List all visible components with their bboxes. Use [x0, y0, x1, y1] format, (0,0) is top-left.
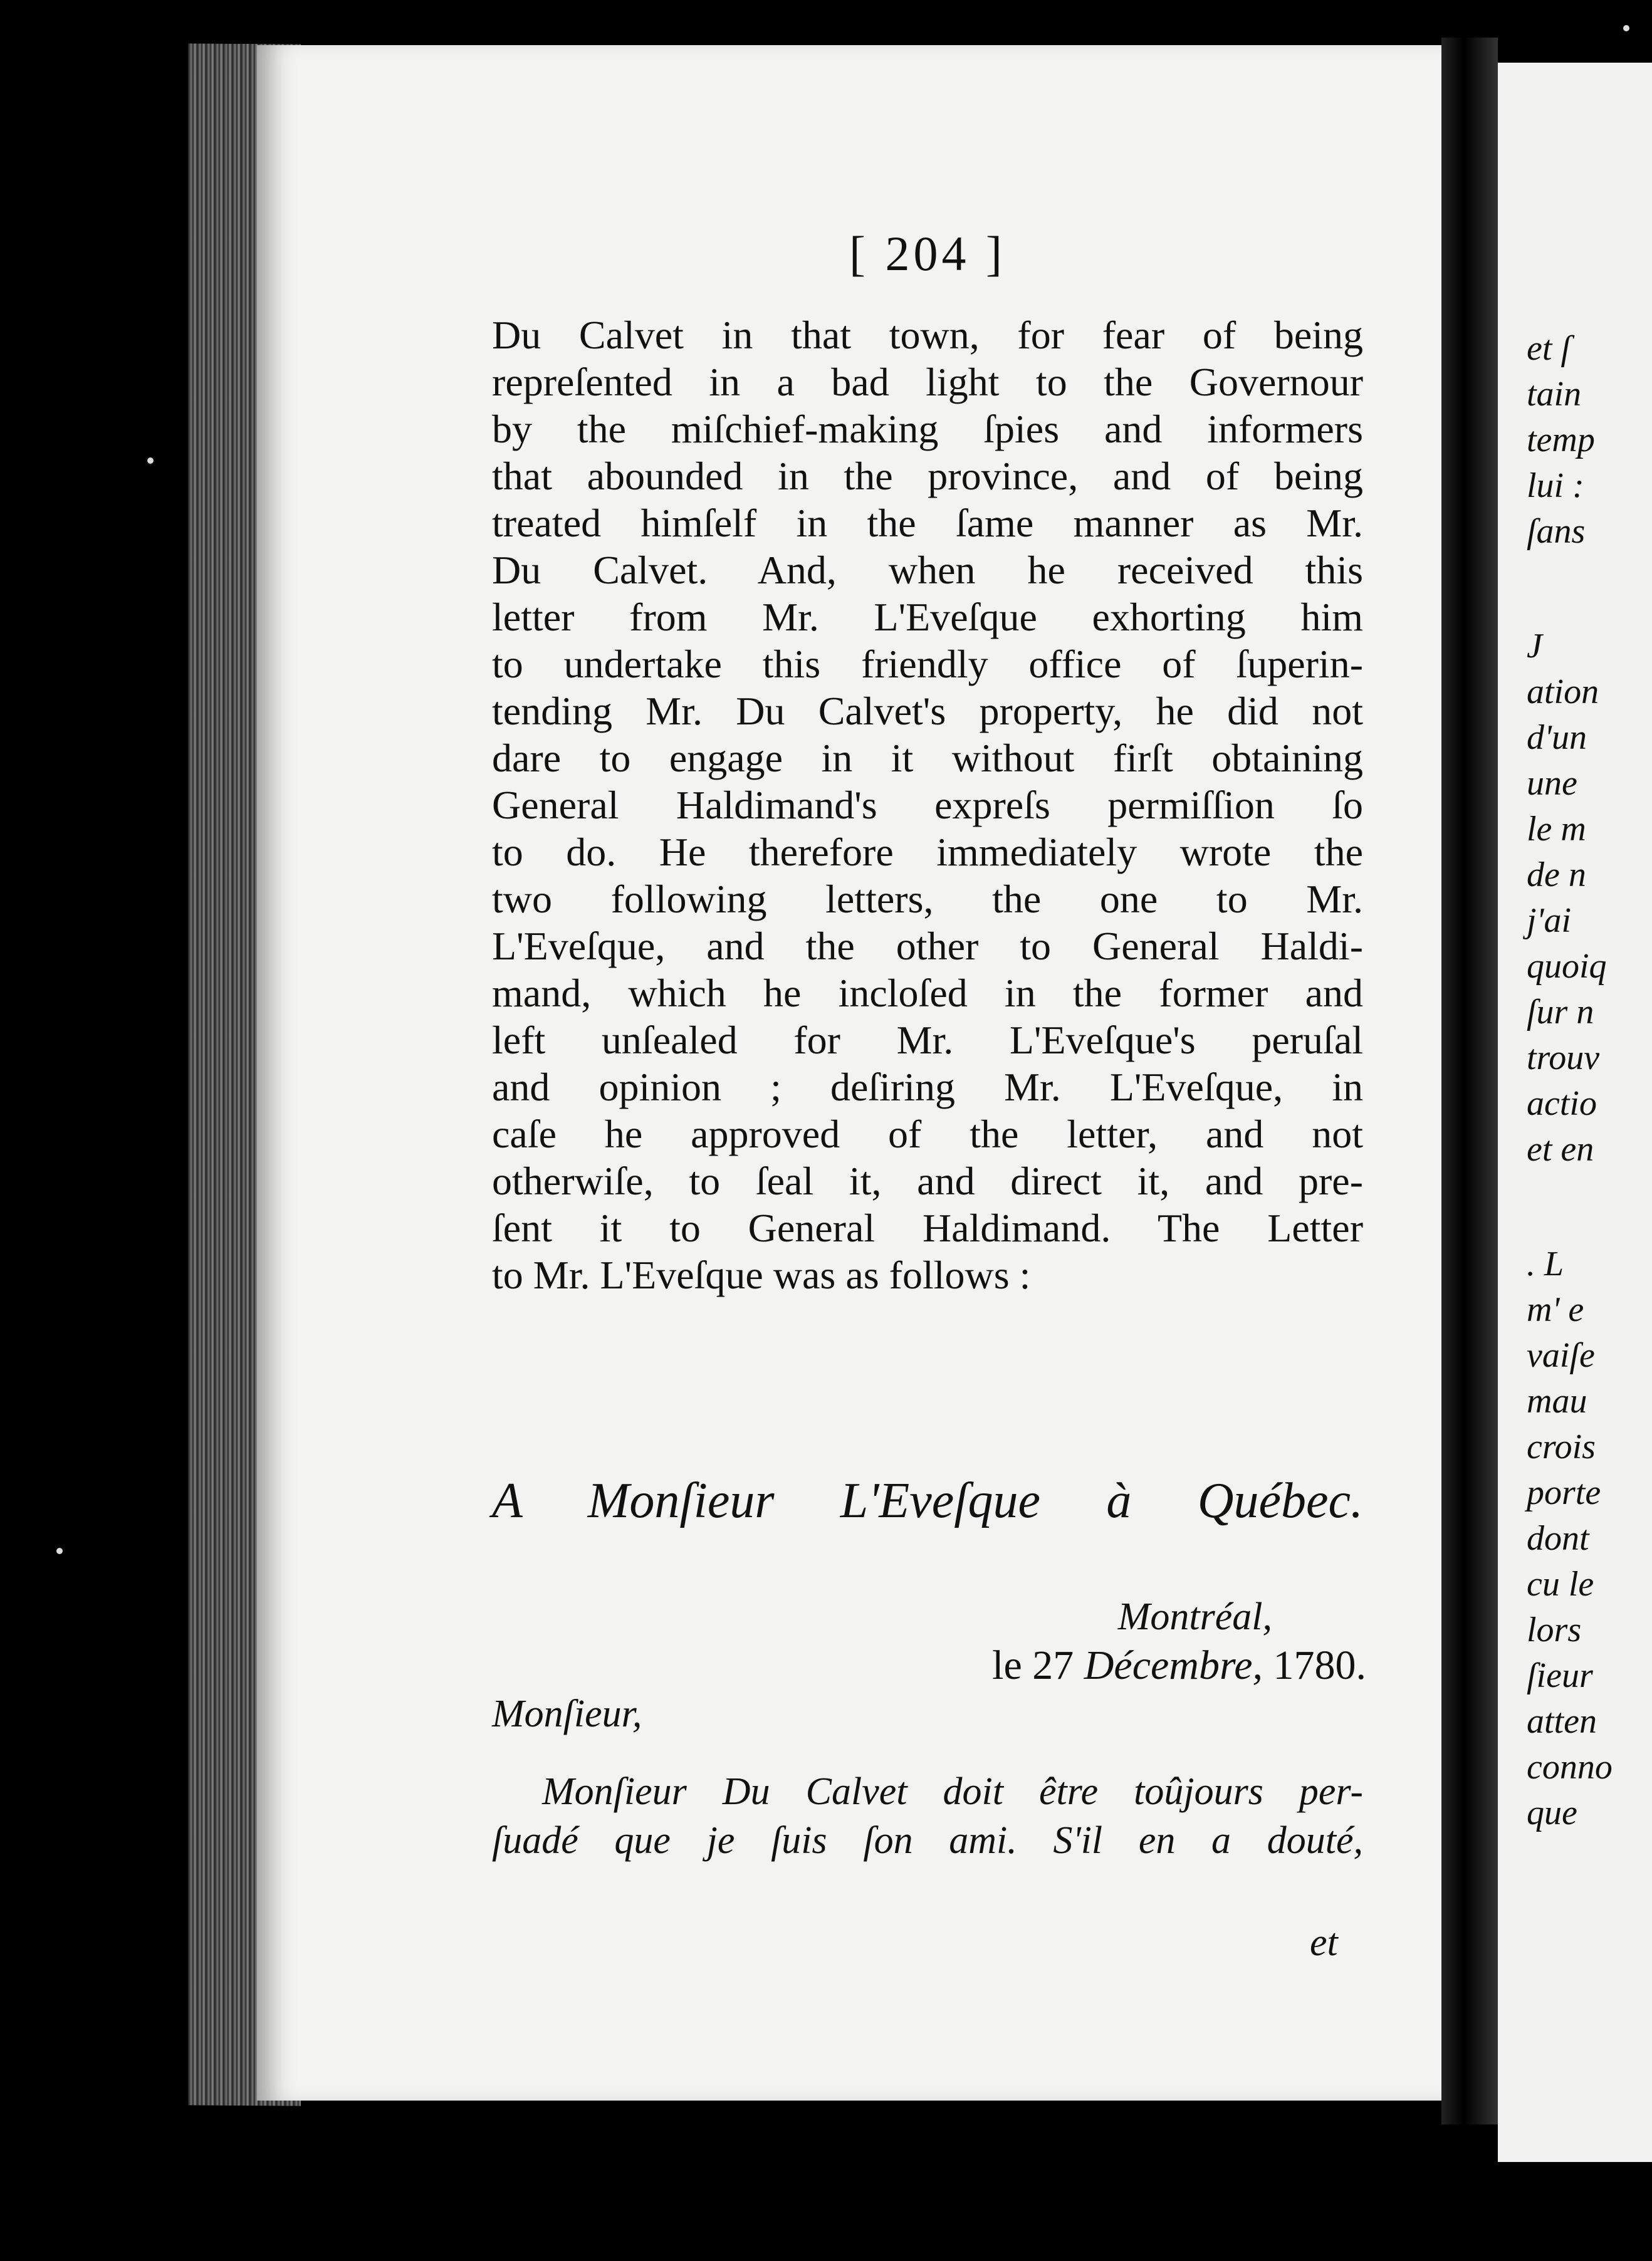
right-page-text-line: m' e: [1527, 1290, 1584, 1329]
letter-heading: A Monſieur L'Eveſque à Québec.: [492, 1473, 1363, 1528]
right-page-text-line: J: [1527, 627, 1542, 666]
scan-speck: [56, 1548, 63, 1554]
body-text-line: left unſealed for Mr. L'Eveſque's peruſal: [492, 1018, 1363, 1062]
right-page-text-line: cu le: [1527, 1565, 1594, 1604]
body-text-line: Du Calvet. And, when he received this: [492, 548, 1363, 592]
letter-date-month: Décembre,: [1084, 1642, 1263, 1688]
right-page-text-line: que: [1527, 1794, 1577, 1832]
right-page-text-line: [1527, 555, 1652, 624]
letter-body: [492, 1767, 1363, 1865]
page-number: [ 204 ]: [849, 226, 1006, 281]
catchword: et: [1310, 1921, 1338, 1964]
right-page-text-line: ſans: [1527, 512, 1586, 551]
scan-speck: [147, 457, 154, 464]
body-text-line: Du Calvet in that town, for fear of being: [492, 313, 1363, 357]
body-text-line: to do. He therefore immediately wrote the: [492, 830, 1363, 874]
body-text-line: tending Mr. Du Calvet's property, he did not: [492, 689, 1363, 733]
right-page-text-line: temp: [1527, 420, 1595, 459]
right-page-text-line: mau: [1527, 1382, 1587, 1421]
letter-date-prefix: le 27: [992, 1642, 1074, 1688]
body-text-line: otherwiſe, to ſeal it, and direct it, and pre-: [492, 1159, 1363, 1203]
right-page-text-line: une: [1527, 764, 1577, 803]
right-page-text-line: trouv: [1527, 1038, 1600, 1077]
right-page-text-line: dont: [1527, 1519, 1589, 1558]
right-page-text-line: ſur n: [1527, 993, 1594, 1031]
right-page-text-line: porte: [1527, 1473, 1601, 1512]
body-text-line: to Mr. L'Eveſque was as follows :: [492, 1253, 1031, 1297]
letter-date: [871, 1642, 1366, 1689]
scan-speck: [1623, 25, 1629, 31]
right-page-text-line: actio: [1527, 1084, 1597, 1123]
right-page: [1498, 63, 1652, 2162]
body-text-line: ſent it to General Haldimand. The Letter: [492, 1206, 1363, 1250]
body-text-line: and opinion ; deſiring Mr. L'Eveſque, in: [492, 1065, 1363, 1109]
book-gutter: [1441, 38, 1498, 2124]
right-page-text-line: ation: [1527, 672, 1599, 711]
letter-body-line: Monſieur Du Calvet doit être toûjours per-: [542, 1770, 1363, 1813]
body-text-line: L'Eveſque, and the other to General Haldi-: [492, 924, 1363, 968]
right-page-text: [1527, 326, 1652, 1836]
body-text-line: that abounded in the province, and of being: [492, 454, 1363, 498]
letter-body-line: ſuadé que je ſuis ſon ami. S'il en a douté,: [492, 1819, 1363, 1862]
right-page-text-line: et en: [1527, 1130, 1594, 1169]
body-text-line: by the miſchief-making ſpies and informers: [492, 407, 1363, 451]
right-page-text-line: [1527, 1172, 1652, 1241]
letter-salutation: Monſieur,: [492, 1693, 642, 1735]
letter-date-year: 1780.: [1273, 1642, 1366, 1688]
right-page-text-line: et ſ: [1527, 329, 1571, 368]
right-page-text-line: lui :: [1527, 466, 1584, 505]
body-text-line: letter from Mr. L'Eveſque exhorting him: [492, 595, 1363, 639]
body-text-line: two following letters, the one to Mr.: [492, 877, 1363, 921]
right-page-text-line: tain: [1527, 375, 1582, 414]
body-text-line: to undertake this friendly office of ſuperin-: [492, 642, 1363, 686]
right-page-text-line: lors: [1527, 1611, 1582, 1649]
right-page-text-line: . L: [1527, 1245, 1564, 1283]
body-text-line: dare to engage in it without firſt obtaining: [492, 736, 1363, 780]
right-page-text-line: vaiſe: [1527, 1336, 1595, 1375]
right-page-text-line: j'ai: [1527, 901, 1572, 940]
right-page-text-line: quoiq: [1527, 947, 1607, 986]
right-page-text-line: le m: [1527, 810, 1586, 849]
body-text-line: General Haldimand's expreſs permiſſion ſo: [492, 783, 1363, 827]
body-text-line: caſe he approved of the letter, and not: [492, 1112, 1363, 1156]
body-text-line: repreſented in a bad light to the Governour: [492, 360, 1363, 404]
right-page-text-line: conno: [1527, 1748, 1613, 1787]
right-page-text-line: de n: [1527, 855, 1586, 894]
right-page-text-line: ſieur: [1527, 1656, 1593, 1695]
body-text-line: mand, which he incloſed in the former and: [492, 971, 1363, 1015]
letter-place: Montréal,: [1117, 1595, 1272, 1638]
right-page-text-line: atten: [1527, 1702, 1597, 1741]
body-text: [492, 311, 1363, 1298]
right-page-text-line: crois: [1527, 1428, 1596, 1466]
right-page-text-line: d'un: [1527, 718, 1587, 757]
body-text-line: treated himſelf in the ſame manner as Mr.: [492, 501, 1363, 545]
